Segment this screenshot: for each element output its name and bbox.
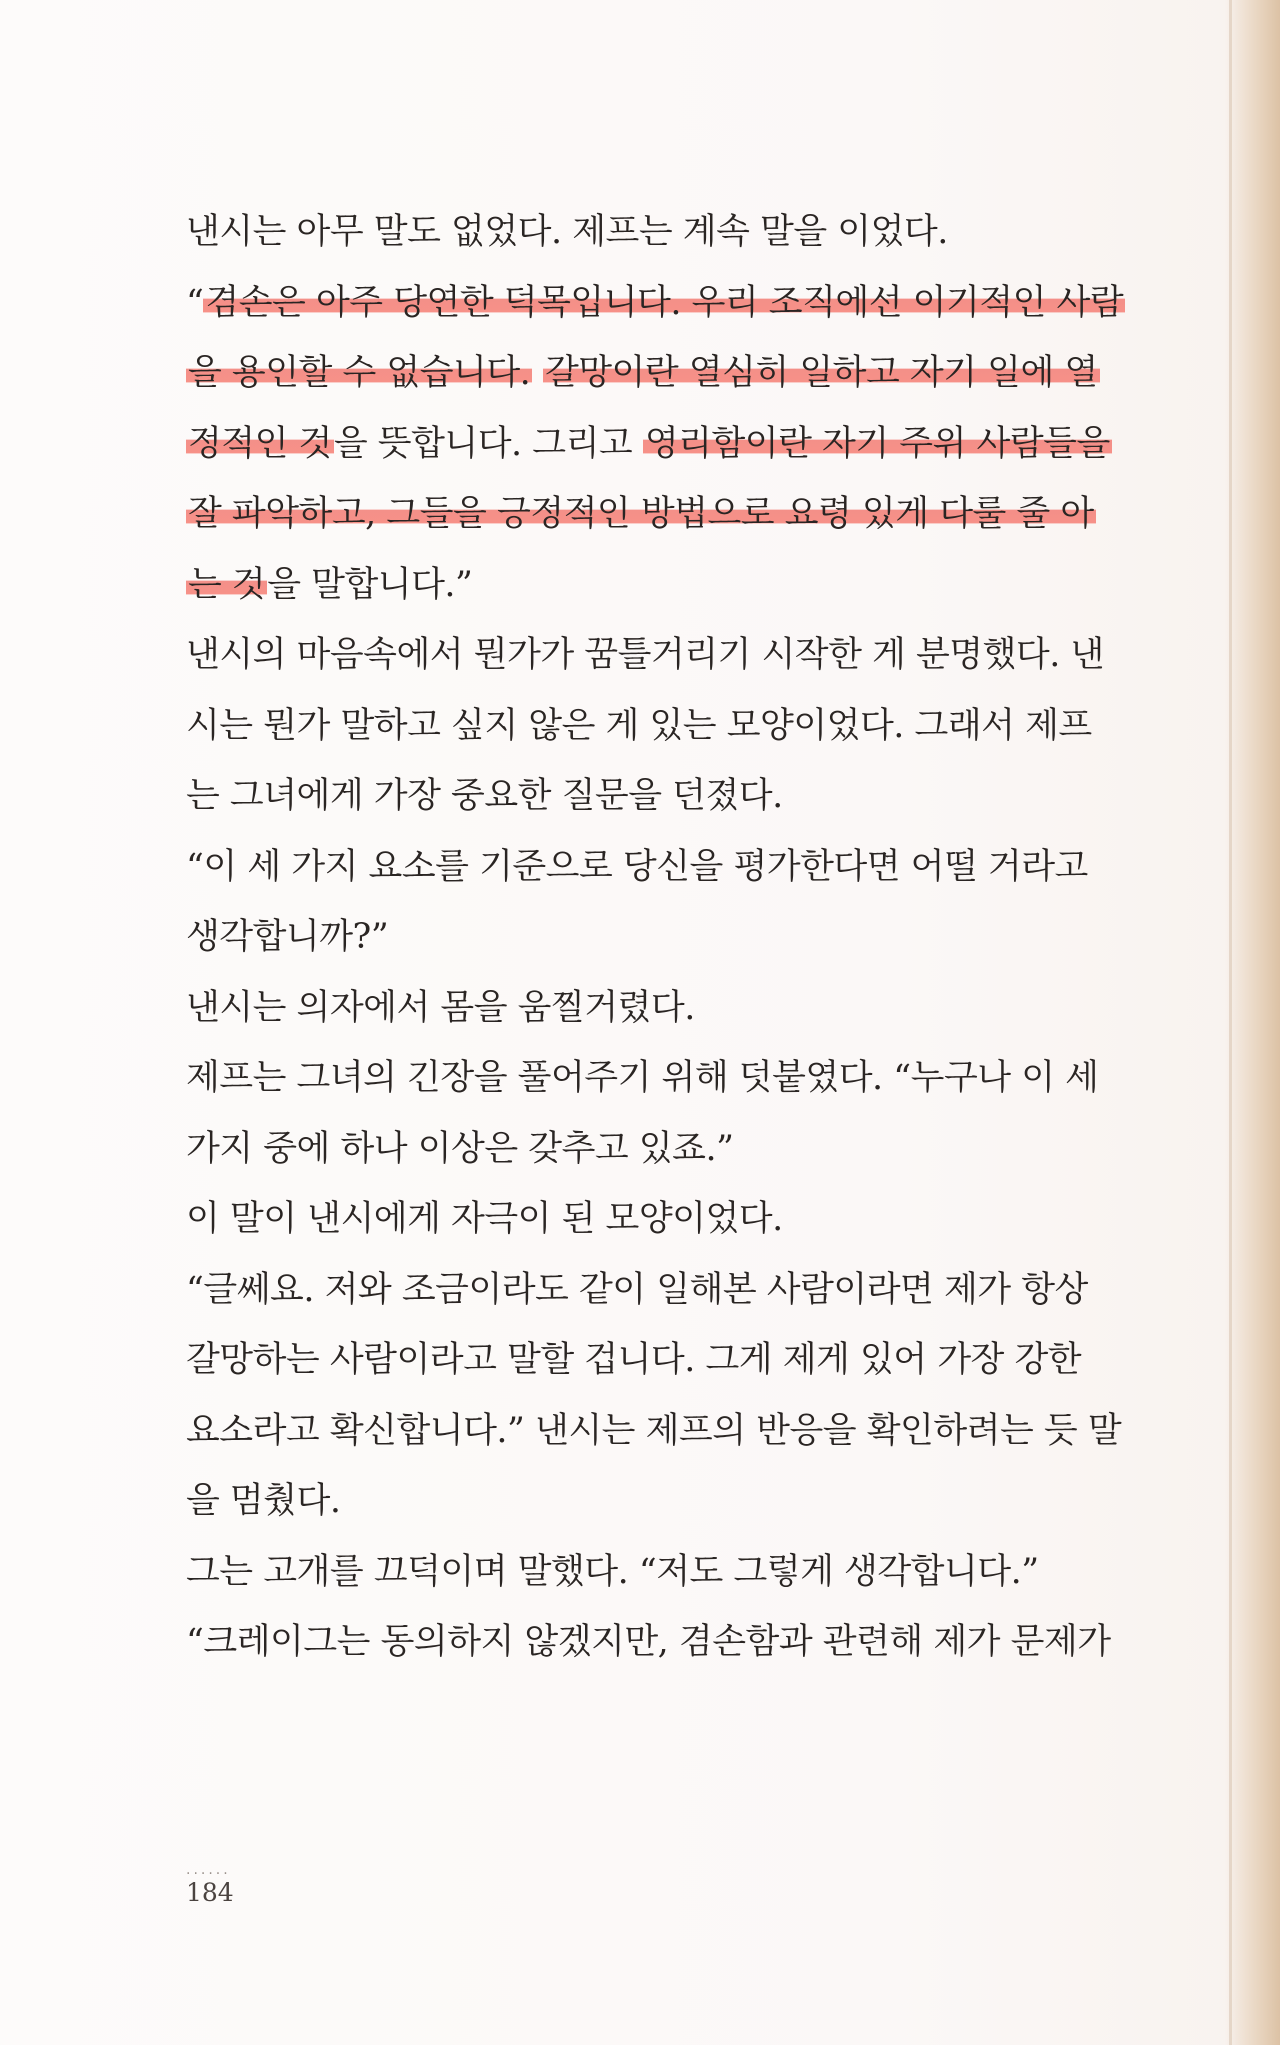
book-spine-shadow	[1225, 0, 1280, 2045]
text-line	[186, 761, 1096, 832]
text-segment: 가지 중에 하나 이상은 갖추고 있죠.”	[186, 1128, 734, 1169]
text-line	[186, 1325, 1096, 1396]
text-line	[186, 479, 1096, 550]
highlighted-text: 영리함이란 자기 주위 사람들을	[644, 423, 1110, 464]
text-segment: 을 말합니다.”	[267, 564, 473, 605]
text-segment: 시는 뭔가 말하고 싶지 않은 게 있는 모양이었다. 그래서 제프	[186, 705, 1092, 746]
text-segment	[532, 353, 543, 393]
highlighted-text: 겸손은 아주 당연한 덕목입니다. 우리 조직에선 이기적인 사람	[205, 282, 1124, 323]
text-line	[186, 691, 1096, 762]
text-line	[186, 902, 1096, 973]
text-line	[186, 268, 1124, 339]
text-line	[186, 1043, 1099, 1114]
page-number-dots: ......	[186, 1862, 231, 1878]
text-line	[186, 832, 1096, 903]
text-line	[186, 620, 1104, 691]
text-segment: 제프는 그녀의 긴장을 풀어주기 위해 덧붙였다. “누구나 이 세	[186, 1058, 1099, 1098]
text-line	[186, 1255, 1096, 1326]
text-line	[186, 1396, 1122, 1467]
text-segment: 요소라고 확신합니다.” 낸시는 제프의 반응을 확인하려는 듯 말	[186, 1410, 1122, 1451]
text-segment: 이 말이 낸시에게 자극이 된 모양이었다.	[186, 1199, 783, 1239]
text-line	[186, 197, 1096, 268]
text-line	[186, 1607, 1111, 1678]
text-line	[186, 1466, 1096, 1537]
text-segment: “	[186, 282, 204, 323]
text-segment: 갈망하는 사람이라고 말할 겁니다. 그게 제게 있어 가장 강한	[186, 1340, 1082, 1380]
text-line	[186, 338, 1096, 409]
text-segment: 을 멈췄다.	[186, 1481, 341, 1521]
page-number: 184	[186, 1878, 234, 1907]
text-segment: 그는 고개를 끄덕이며 말했다. “저도 그렇게 생각합니다.”	[186, 1551, 1039, 1592]
text-segment: 는 그녀에게 가장 중요한 질문을 던졌다.	[186, 776, 783, 816]
text-segment: 생각합니까?”	[186, 917, 389, 957]
text-line	[186, 409, 1110, 480]
text-segment: 낸시의 마음속에서 뭔가가 꿈틀거리기 시작한 게 분명했다. 낸	[186, 635, 1104, 675]
text-line	[186, 1184, 1096, 1255]
body-text	[186, 197, 1124, 1678]
highlighted-text: 갈망이란 열심히 일하고 자기 일에 열	[544, 353, 1098, 393]
text-segment: 을 뜻합니다. 그리고	[333, 423, 643, 464]
text-segment: 낸시는 의자에서 몸을 움찔거렸다.	[186, 987, 695, 1028]
highlighted-text: 정적인 것	[188, 423, 332, 464]
highlighted-text: 잘 파악하고, 그들을 긍정적인 방법으로 요령 있게 다룰 줄 아	[188, 494, 1094, 534]
text-segment: “크레이그는 동의하지 않겠지만, 겸손함과 관련해 제가 문제가	[186, 1622, 1111, 1662]
text-line	[186, 973, 1096, 1044]
text-line	[186, 1537, 1096, 1608]
text-line	[186, 550, 1096, 621]
text-segment: “이 세 가지 요소를 기준으로 당신을 평가한다면 어떨 거라고	[186, 846, 1088, 887]
highlighted-text: 을 용인할 수 없습니다.	[188, 353, 531, 393]
text-segment: “글쎄요. 저와 조금이라도 같이 일해본 사람이라면 제가 항상	[186, 1269, 1088, 1310]
highlighted-text: 는 것	[188, 564, 266, 605]
text-segment: 낸시는 아무 말도 없었다. 제프는 계속 말을 이었다.	[186, 212, 948, 252]
text-line	[186, 1114, 1096, 1185]
page-edge	[1229, 0, 1232, 2045]
